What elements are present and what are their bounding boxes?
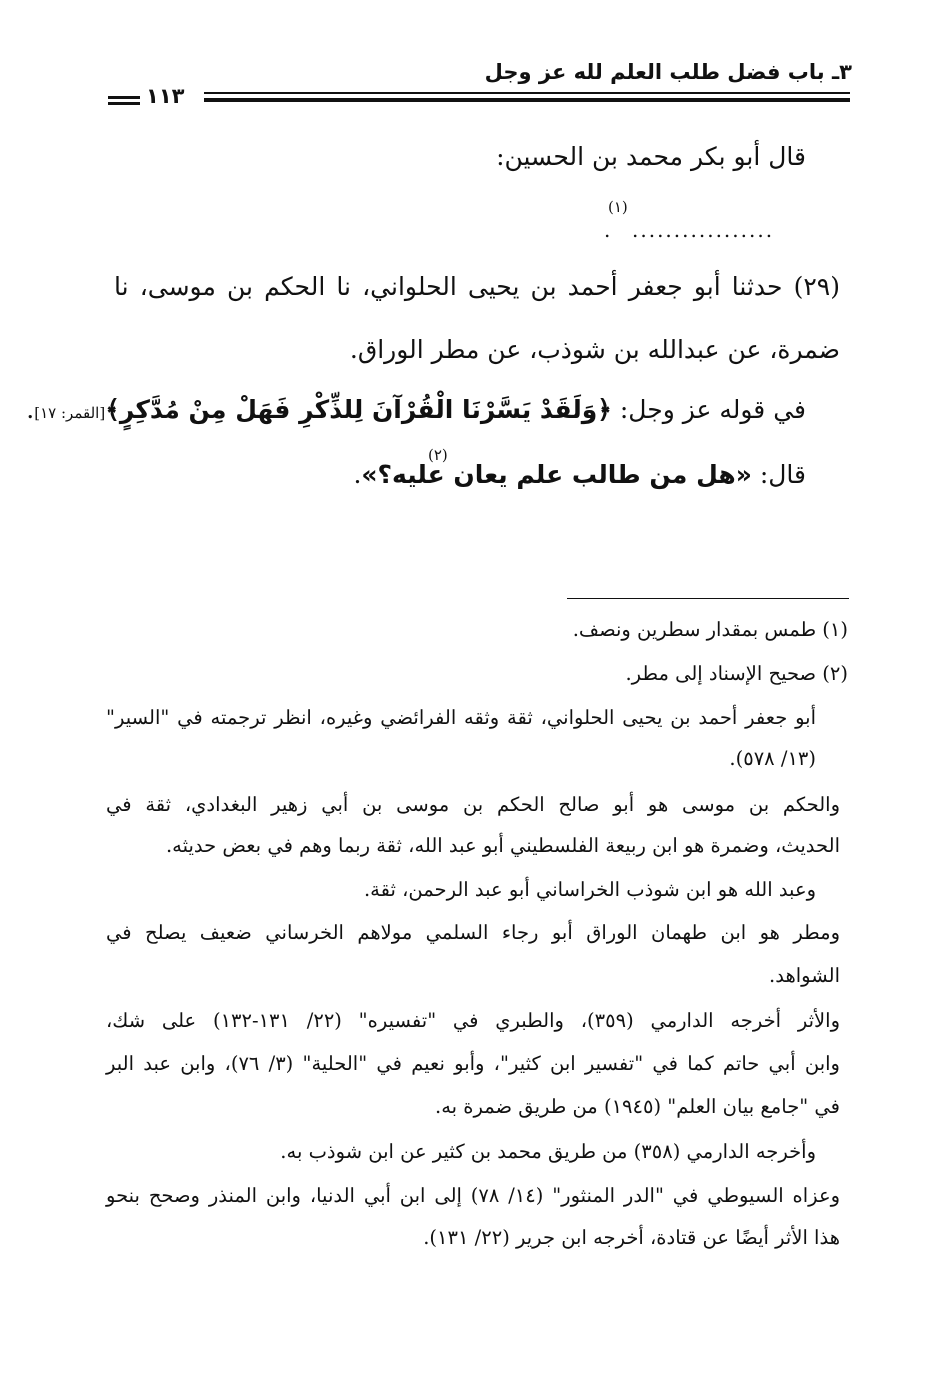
footnote-line: ومطر هو ابن طهمان الوراق أبو رجاء السلمي مولاهم الخرساني ضعيف يصلح في [106,921,840,944]
footnote-marker-2: (٢) [428,446,448,464]
footnote-line: وعزاه السيوطي في "الدر المنثور" (١٤/ ٧٨) إلى ابن أبي الدنيا، وابن المنذر وصحح بنحو [106,1184,840,1207]
speaker-line: قال أبو بكر محمد بن الحسين: [496,142,806,171]
footnote-line: هذا الأثر أيضًا عن قتادة، أخرجه ابن جرير (٢٢/ ١٣١). [423,1226,840,1249]
athar-quote: «هل من طالب علم يعان عليه؟» [361,460,752,489]
athar-intro: قال: [751,460,806,489]
running-header [100,56,852,116]
footnote-line: الشواهد. [769,964,840,987]
footnote-line: الحديث، وضمرة هو ابن ربيعة الفلسطيني أبو عبد الله، ثقة ربما وهم في بعض حديثه. [165,834,840,857]
header-rule [204,92,850,102]
verse-reference: [القمر: ١٧] [34,404,106,422]
footnote-marker-1: (١) [608,198,628,216]
athar-line [353,458,806,492]
chapter-title: ٣ـ باب فضل طلب العلم لله عز وجل [484,60,852,84]
footnote-line: والحكم بن موسى هو أبو صالح الحكم بن موسى بن أبي زهير البغدادي، ثقة في [106,793,840,816]
elision-dots: ................. [632,218,775,242]
quran-verse: ﴿وَلَقَدْ يَسَّرْنَا الْقُرْآنَ لِلذِّكْرِ فَهَلْ مِنْ مُدَّكِرٍ﴾ [105,395,612,424]
verse-end: . [26,395,35,424]
footnote-line: (١٣/ ٥٧٨). [729,747,816,770]
elision-dot-single: . [604,218,613,242]
page-number-mark [108,96,140,105]
footnote-line: والأثر أخرجه الدارمي (٣٥٩)، والطبري في "تفسيره" (٢٢/ ١٣١-١٣٢) على شك، [106,1009,840,1032]
footnote-line: وعبد الله هو ابن شوذب الخراساني أبو عبد الرحمن، ثقة. [363,878,816,901]
isnad-line-2: ضمرة، عن عبدالله بن شوذب، عن مطر الوراق. [349,335,840,364]
page-number: ١١٣ [146,84,185,108]
quran-verse-line [26,393,806,430]
verse-intro: في قوله عز وجل: [611,395,806,424]
isnad-line-1: (٢٩) حدثنا أبو جعفر أحمد بن يحيى الحلواني، نا الحكم بن موسى، نا [114,272,840,301]
footnote-2: (٢) صحيح الإسناد إلى مطر. [625,662,848,685]
athar-end: . [353,460,362,489]
footnote-line: في "جامع بيان العلم" (١٩٤٥) من طريق ضمرة به. [435,1095,840,1118]
footnote-line: أبو جعفر أحمد بن يحيى الحلواني، ثقة وثقه الفرائضي وغيره، انظر ترجمته في "السير" [106,706,816,729]
footnote-line: وأخرجه الدارمي (٣٥٨) من طريق محمد بن كثير عن ابن شوذب به. [280,1140,816,1163]
footnote-1: (١) طمس بمقدار سطرين ونصف. [572,618,848,641]
footnote-separator [567,598,849,599]
footnote-line: وابن أبي حاتم كما في "تفسير ابن كثير"، وأبو نعيم في "الحلية" (٣/ ٧٦)، وابن عبد البر [106,1052,840,1075]
